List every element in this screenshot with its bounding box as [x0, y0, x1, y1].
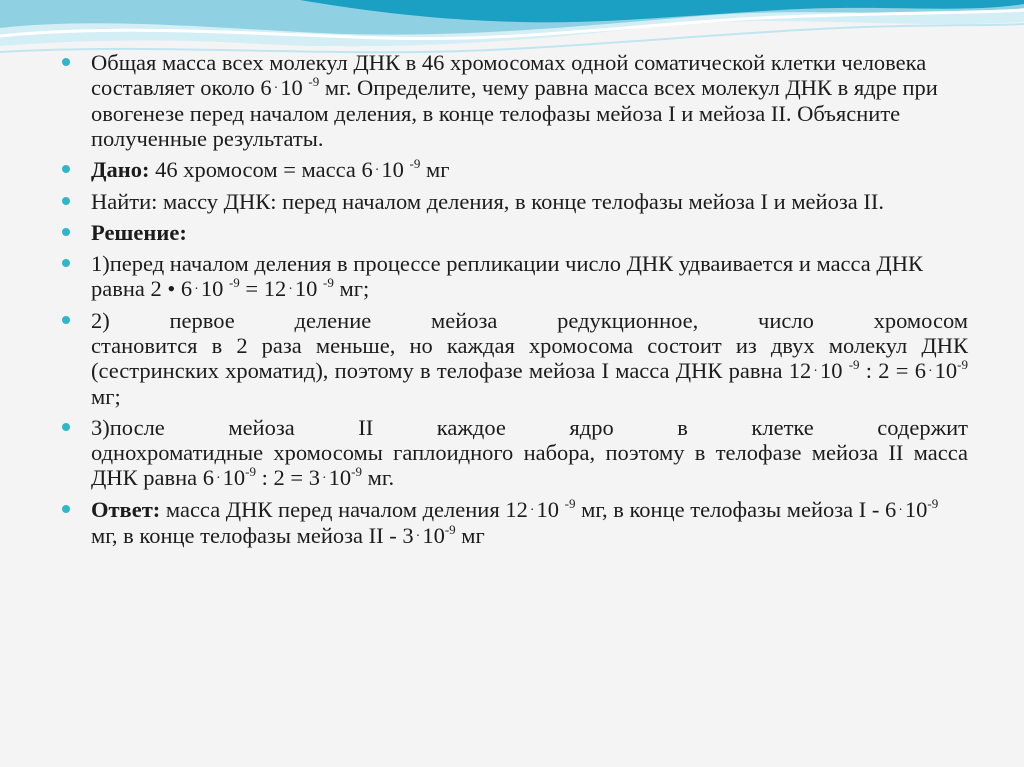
step3-text-5: мг.: [361, 465, 395, 490]
step2-text-4: 10: [934, 358, 958, 383]
multiply-dot: ·: [273, 81, 279, 96]
multiply-dot: ·: [194, 282, 199, 297]
answer-text-3: мг, в конце телофазы мейоза I - 6: [575, 497, 897, 522]
step2-text-1: становится в 2 раза меньше, но каждая хромосома состоит из двух молекул ДНК (сестринских хроматид), поэтому в телофазе мейоза I масса ДНК равна 12: [91, 333, 968, 383]
given-label: Дано:: [91, 157, 150, 182]
given-text-3: мг: [420, 157, 450, 182]
step3-body: [91, 440, 968, 491]
task-text-2: 10: [280, 75, 303, 100]
step2-exp-1: -9: [848, 357, 860, 372]
list-item-solution-heading: [62, 220, 968, 245]
step3-line-1: 3)после мейоза II каждое ядро в клетке содержит: [91, 415, 968, 440]
answer-text-1: масса ДНК перед началом деления 12: [160, 497, 528, 522]
task-exp-1: -9: [308, 74, 320, 89]
step1-text-5: мг;: [333, 276, 370, 301]
answer-label: Ответ:: [91, 497, 161, 522]
step2-text-2: 10: [819, 358, 849, 383]
step1-text-3: = 12: [239, 276, 287, 301]
task-text-1: Общая масса всех молекул ДНК в 46 хромосомах одной соматической клетки человека составляет около 6: [91, 50, 927, 100]
multiply-dot: ·: [813, 364, 818, 379]
multiply-dot: ·: [374, 163, 380, 178]
step3-text-4: 10: [328, 465, 352, 490]
multiply-dot: ·: [321, 471, 327, 486]
answer-exp-1: -9: [564, 496, 576, 511]
list-item-given: [62, 157, 968, 183]
list-item-find: [62, 189, 968, 214]
multiply-dot: ·: [216, 471, 221, 486]
step1-text-4: 10: [294, 276, 324, 301]
list-item-task: [62, 50, 968, 151]
step1-exp-2: -9: [323, 275, 334, 290]
step3-text-1: однохроматидные хромосомы гаплоидного набора, поэтому в телофазе мейоза II масса ДНК равна 6: [91, 440, 968, 490]
step2-body: [91, 333, 968, 409]
answer-text-7: мг: [455, 523, 485, 548]
list-item-answer: [62, 497, 968, 549]
solution-label: Решение:: [91, 220, 187, 245]
step1-text-2: 10: [200, 276, 229, 301]
step3-exp-2: -9: [351, 464, 362, 479]
multiply-dot: ·: [898, 503, 903, 518]
answer-text-2: 10: [536, 497, 565, 522]
answer-text-5: мг, в конце телофазы мейоза II - 3: [91, 523, 414, 548]
step2-text-5: мг;: [91, 384, 121, 409]
find-text: Найти: массу ДНК: перед началом деления, в конце телофазы мейоза I и мейоза II.: [91, 189, 884, 214]
multiply-dot: ·: [415, 529, 421, 544]
multiply-dot: ·: [288, 282, 293, 297]
given-exp-1: -9: [409, 156, 421, 171]
content-list: [62, 50, 968, 555]
step3-text-2: 10: [222, 465, 246, 490]
step2-line-1: 2) первое деление мейоза редукционное, число хромосом: [91, 308, 968, 333]
given-text-1: 46 хромосом = масса 6: [149, 157, 373, 182]
step1-text-1: 1)перед началом деления в процессе репликации число ДНК удваивается и масса ДНК равна 2 • 6: [91, 251, 924, 301]
step2-exp-2: -9: [957, 357, 968, 372]
list-item-step-2: [62, 308, 968, 409]
answer-exp-3: -9: [444, 522, 456, 537]
list-item-step-3: [62, 415, 968, 491]
task-text-3: мг. Определите, чему равна масса всех молекул ДНК в ядре при овогенезе перед началом деления, в конце телофазы мейоза I и мейоза II. Объясните полученные результаты.: [91, 75, 938, 151]
multiply-dot: ·: [529, 503, 535, 518]
given-text-2: 10: [381, 157, 410, 182]
step2-text-3: : 2 = 6: [859, 358, 926, 383]
answer-text-6: 10: [422, 523, 445, 548]
step3-exp-1: -9: [245, 464, 257, 479]
multiply-dot: ·: [927, 364, 933, 379]
list-item-step-1: [62, 251, 968, 302]
answer-text-4: 10: [904, 497, 928, 522]
step1-exp-1: -9: [228, 275, 240, 290]
answer-exp-2: -9: [927, 496, 939, 511]
step3-text-3: : 2 = 3: [256, 465, 320, 490]
